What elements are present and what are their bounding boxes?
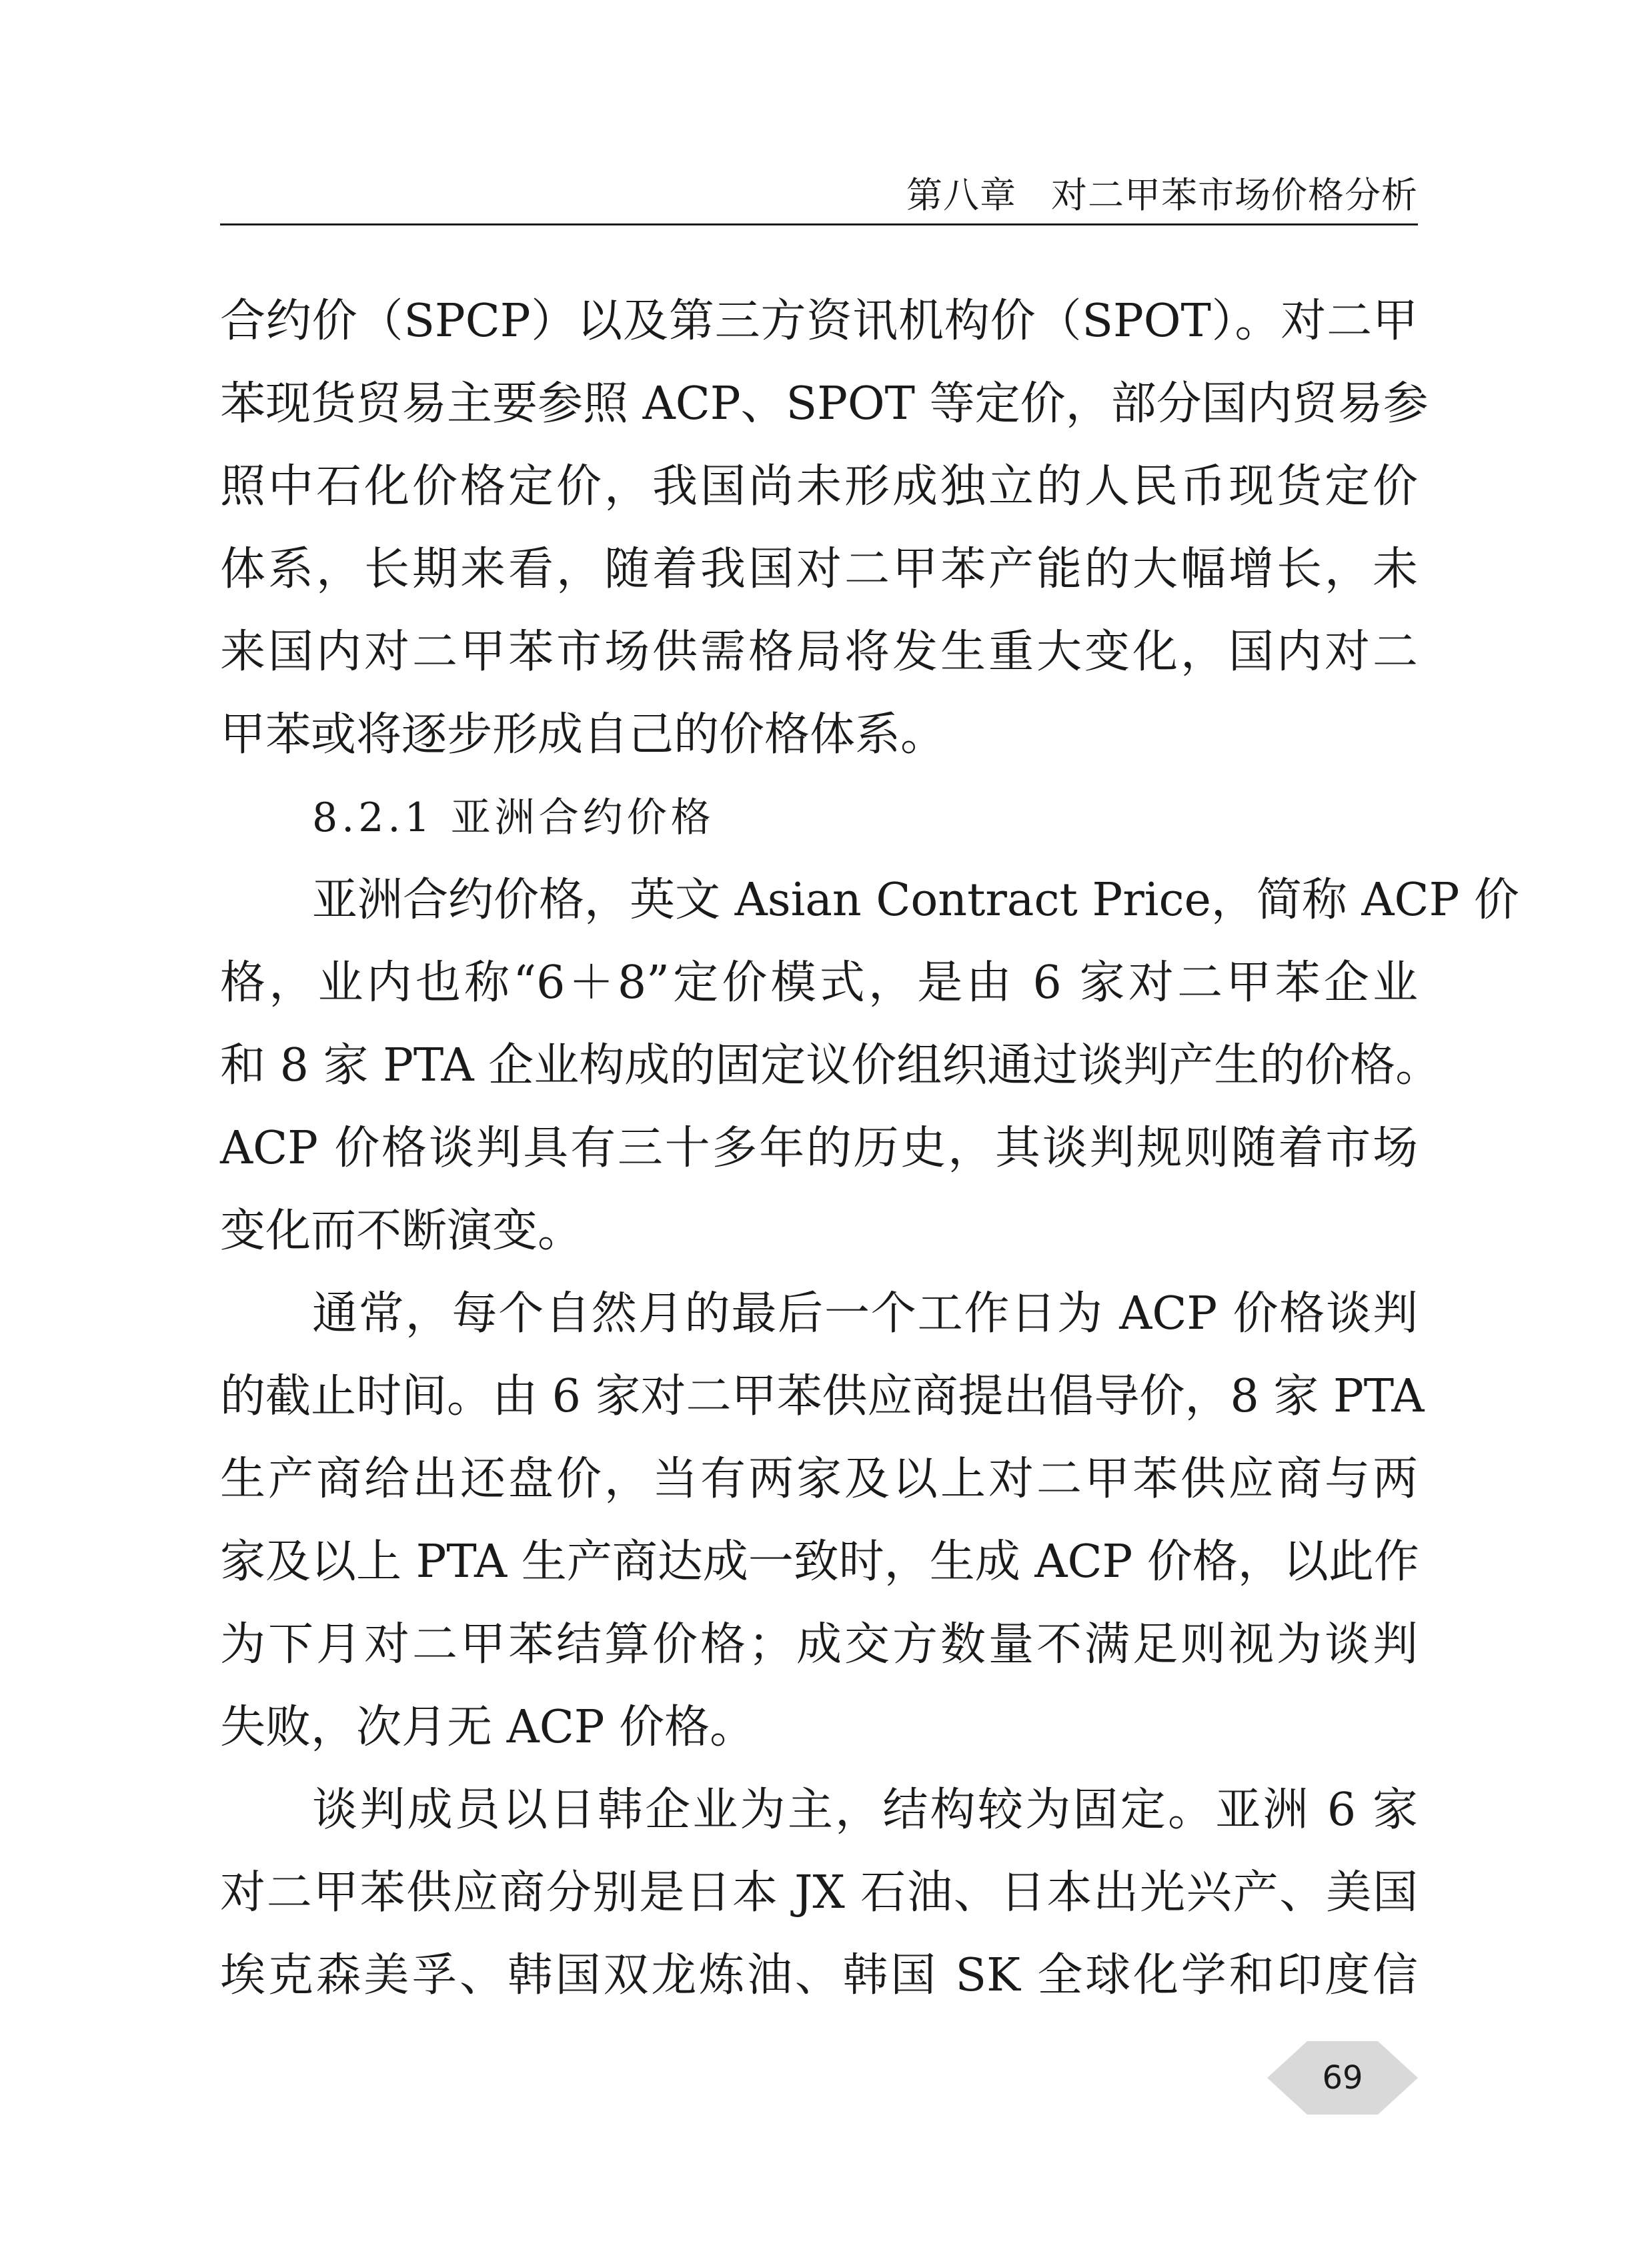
- text-line: 生产商给出还盘价，当有两家及以上对二甲苯供应商与两: [220, 1453, 1418, 1506]
- text-line: 埃克森美孚、韩国双龙炼油、韩国 SK 全球化学和印度信: [220, 1949, 1418, 2002]
- text-line: 苯现货贸易主要参照 ACP、SPOT 等定价，部分国内贸易参: [220, 378, 1429, 430]
- paragraph-acp-definition: [220, 859, 1519, 1273]
- text-line: 格，业内也称“6＋8”定价模式，是由 6 家对二甲苯企业: [220, 957, 1418, 1009]
- running-header: [906, 167, 1418, 218]
- text-line: 体系，长期来看，随着我国对二甲苯产能的大幅增长，未: [220, 543, 1418, 596]
- chapter-number: 第八章: [906, 174, 1016, 216]
- text-line: 的截止时间。由 6 家对二甲苯供应商提出倡导价，8 家 PTA: [220, 1370, 1425, 1423]
- text-line: 为下月对二甲苯结算价格；成交方数量不满足则视为谈判: [220, 1618, 1418, 1671]
- text-line: 合约价（SPCP）以及第三方资讯机构价（SPOT）。对二甲: [220, 295, 1418, 348]
- header-rule: [220, 223, 1418, 225]
- page-number-badge: [1267, 2041, 1418, 2115]
- text-line: 亚洲合约价格，英文 Asian Contract Price，简称 ACP 价: [312, 874, 1519, 927]
- paragraph-members: [220, 1769, 1418, 2017]
- section-heading: 8.2.1 亚洲合约价格: [312, 794, 715, 841]
- body-text: [220, 280, 1519, 2017]
- text-line: 谈判成员以日韩企业为主，结构较为固定。亚洲 6 家: [312, 1784, 1418, 1836]
- paragraph-negotiation-process: [220, 1273, 1425, 1769]
- text-line: ACP 价格谈判具有三十多年的历史，其谈判规则随着市场: [220, 1122, 1418, 1175]
- text-line: 失败，次月无 ACP 价格。: [220, 1701, 756, 1754]
- text-line: 甲苯或将逐步形成自己的价格体系。: [220, 708, 946, 761]
- page-number: 69: [1322, 2059, 1363, 2097]
- text-line: 通常，每个自然月的最后一个工作日为 ACP 价格谈判: [312, 1287, 1418, 1340]
- text-line: 照中石化价格定价，我国尚未形成独立的人民币现货定价: [220, 460, 1418, 513]
- chapter-title: 对二甲苯市场价格分析: [1051, 174, 1418, 216]
- text-line: 对二甲苯供应商分别是日本 JX 石油、日本出光兴产、美国: [220, 1866, 1418, 1919]
- text-line: 和 8 家 PTA 企业构成的固定议价组织通过谈判产生的价格。: [220, 1039, 1441, 1092]
- text-line: 来国内对二甲苯市场供需格局将发生重大变化，国内对二: [220, 626, 1418, 678]
- paragraph-intro: [220, 280, 1429, 776]
- text-line: 家及以上 PTA 生产商达成一致时，生成 ACP 价格，以此作: [220, 1536, 1419, 1588]
- text-line: 变化而不断演变。: [220, 1205, 584, 1257]
